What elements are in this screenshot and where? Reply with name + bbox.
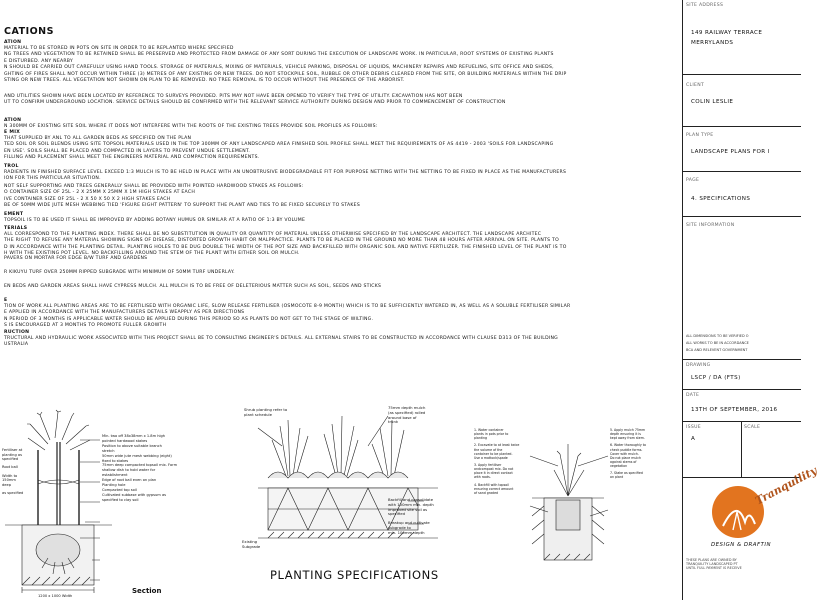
specification-text	[0, 22, 672, 400]
tree-note-line: fixed to stakes	[102, 458, 129, 463]
spec-line: MATERIAL TO BE STORED IN POTS ON SITE IN ORDER TO BE REPLANTED WHERE SPECIFIED	[4, 46, 234, 51]
date-cell	[683, 390, 801, 422]
container-note-line: Do not place mulch	[610, 455, 642, 460]
container-note-line: 2. Excavate to at least twice	[474, 443, 520, 448]
shrub-note-line: Existing	[242, 539, 258, 544]
plan-type-cell	[683, 127, 801, 172]
container-right-notes	[610, 428, 670, 479]
drawing-value: LSCP / DA (FTS)	[691, 375, 741, 381]
spec-section-heading: TERIALS	[4, 226, 28, 231]
tree-note-line: Edge of root ball even on plan	[102, 478, 157, 483]
spec-line: TOPSOIL IS TO BE USED IT SHALL BE IMPROVED BY ADDING BOTANY HUMUS OR SIMILAR AT A RATIO OF 1:3 BY VOLUME	[4, 218, 306, 223]
ownership-note	[686, 558, 800, 571]
site-address-line2: MERRYLANDS	[691, 40, 734, 46]
spec-line: N SHOULD BE CARRIED OUT CAREFULLY USING HAND TOOLS. STORAGE OF MATERIALS, MIXING OF MATERIALS, VEHICLE PARKING, DISPOSAL OF LIQUIDS, MACHINERY REPAIRS AND REFUELING, SITE OFFICE AND SHEDS,	[4, 65, 554, 71]
container-note-line: against stems of	[610, 459, 637, 464]
shrub-note-line: (as specified) rolled	[388, 409, 426, 415]
site-address-cell	[683, 0, 801, 75]
spec-line: STING OR NEW TREES. ALL VEGETATION NOT SHOWN ON PLAN TO BE REMOVED. NO TREE REMOVAL IS TO OCCUR WITHOUT THE PRESENCE OF THE ARBORIST.	[4, 78, 405, 84]
spec-line: EN BEDS AND GARDEN AREAS SHALL HAVE CYPRESS MULCH. ALL MULCH IS TO BE FREE OF DELETERIOUS MATTER SUCH AS SOIL, SEEDS AND STICKS	[4, 284, 382, 289]
spec-line: THAT SUPPLIED BY ANL TO ALL GARDEN BEDS AS SPECIFIED ON THE PLAN	[4, 136, 192, 141]
spec-line: ION FOR THIS PARTICULAR SITUATION.	[4, 176, 101, 182]
spec-line: E DISTURBED. ANY NEARBY	[4, 58, 74, 64]
shrub-note-line: specified	[388, 511, 406, 517]
shrub-subgrade-note	[242, 540, 282, 550]
spec-line: UT TO CONFIRM UNDERGROUND LOCATION. SERVICE DETAILS SHOULD BE CONFIRMED WITH THE RELEVANT SERVICE AUTHORITY DURING DESIGN AND PRIOR TO COMMENCEMENT OF CONSTRUCTION	[4, 100, 506, 106]
notes-line-2: ALL WORKS TO BE IN ACCORDANCE	[686, 341, 749, 345]
container-planting-detail	[468, 426, 672, 600]
container-note-line: the volume of the	[474, 447, 503, 452]
spec-line: PAVERS ON MORTAR FOR EDGE B/W TURF AND GARDENS	[4, 256, 148, 261]
spec-section-heading: RUCTION	[4, 330, 30, 335]
tree-note-line: Cultivated subbase with gypsum as	[102, 492, 167, 497]
plan-type-label: PLAN TYPE	[686, 133, 714, 138]
spec-line: E APPLIED IN ACCORDANCE WITH THE MANUFACTURERS DETAILS WEAPPLY AS PER DIRECTIONS	[4, 310, 245, 316]
spec-line: TED SOIL OR SOIL BLENDS USING SITE TOPSOIL MATERIALS USED IN THE TOP 300MM OF ANY LANDSCAPED AREA FINISHED SOIL PROFILE SHALL MEET THE REQUIREMENTS OF AS 4419 - 2003 'SOILS FOR LANDSCAPING	[4, 142, 554, 148]
spec-line: R KIKUYU TURF OVER 250MM RIPPED SUBGRADE WITH MINIMUM OF 50MM TURF UNDERLAY.	[4, 270, 235, 275]
spec-line: D IN ACCORDANCE WITH THE PLANTING DETAIL. PLANTING HOLES TO BE DUG DOUBLE THE WIDTH OF THE POT SIZE AND BACKFILLED WITH ORGANIC SOIL AND NATIVE FERTILIZER. THE FINISHED LEVEL OF THE PLANT IS TO	[4, 244, 567, 250]
notes-line-1: ALL DIMENSIONS TO BE VERIFIED O	[686, 334, 749, 338]
spec-section-heading: E	[4, 298, 8, 303]
tree-note-line: deep	[2, 482, 11, 487]
site-address-label: SITE ADDRESS	[686, 3, 724, 8]
container-note-line: place it in direct contact	[474, 471, 513, 476]
client-value: COLIN LESLIE	[691, 99, 734, 105]
shrub-right-notes	[388, 406, 458, 425]
tree-right-notes	[102, 434, 202, 503]
container-note-line: 6. Water thoroughly to	[610, 443, 646, 448]
shrub-note-line: Subgrade	[242, 543, 261, 549]
spec-line: N 300MM OF EXISTING SITE SOIL WHERE IT DOES NOT INTERFERE WITH THE ROOTS OF THE EXISTING TREES PROVIDE SOIL PROFILES AS FOLLOWS:	[4, 124, 378, 129]
tree-left-notes	[2, 448, 30, 496]
tree-note-line: establishment	[102, 473, 128, 478]
client-cell	[683, 75, 801, 127]
container-note-line: on plant	[610, 475, 624, 480]
tree-note-line: Root ball	[2, 465, 18, 470]
container-note-line: 7. Stake as specified	[610, 471, 643, 476]
tree-note-line: 75mm deep compacted topsoil mix. Form	[102, 463, 178, 468]
site-information-label: SITE INFORMATION	[686, 223, 735, 228]
issue-scale-cell	[683, 422, 801, 478]
spec-section	[4, 226, 672, 258]
drawing-cell	[683, 360, 801, 390]
container-note-line: 1. Water container	[474, 428, 504, 432]
spec-line: TRUCTURAL AND HYDRAULIC WORK ASSOCIATED WITH THIS PROJECT SHALL BE TO CONSULTING ENGINEER'S DETAILS. ALL EXTERNAL STAIRS TO BE CONSTRUCTED IN ACCORDANCE WITH CLAUSE D313 OF THE BUILDING	[4, 336, 558, 341]
container-note-line: 5. Apply mulch 75mm	[610, 428, 646, 432]
ownership-note-line: TRANQUILITY LANDSCAPED PT	[686, 562, 738, 567]
spec-line: USTRALIA	[4, 342, 29, 348]
issue-value: A	[691, 436, 696, 442]
spec-section	[4, 118, 672, 130]
tree-note-line: Position to above suitable branch	[102, 443, 162, 448]
spec-line: NG TREES AND VEGETATION TO BE RETAINED SHALL BE PRESERVED AND PROTECTED FROM DAMAGE OF ANY SORT DURING THE EXECUTION OF LANDSCAPE WORK. IN PARTICULAR, ROOT SYSTEMS OF EXISTING PLANTS	[4, 52, 554, 58]
shrub-note-line: 75mm depth mulch	[388, 405, 426, 410]
tree-note-line: as specified	[2, 490, 24, 495]
container-note-line: 4. Backfill with topsoil	[474, 482, 509, 487]
spec-section	[4, 94, 672, 107]
spec-line: S IS ENCOURAGED AT 3 MONTHS TO PROMOTE FULLER GROWTH	[4, 323, 167, 329]
date-value: 13TH OF SEPTEMBER, 2016	[691, 407, 778, 413]
spec-section	[4, 212, 672, 224]
tree-note-line: Width to	[2, 473, 18, 478]
spec-section	[4, 130, 672, 162]
plan-type-value: LANDSCAPE PLANS FOR I	[691, 149, 770, 155]
spec-section	[4, 164, 672, 183]
container-left-notes	[474, 428, 532, 495]
tree-dimension-label: 1200 x 1000 Width	[38, 594, 73, 598]
container-note-line: check puddle forms.	[610, 447, 643, 452]
issue-label: ISSUE	[686, 425, 701, 430]
tree-note-line: specified to clay soil	[102, 497, 139, 502]
site-address-line1: 149 RAILWAY TERRACE	[691, 30, 763, 36]
site-information-cell	[683, 217, 801, 360]
spec-line: BE OF 50MM WIDE JUTE MESH WEBBING TIED 'FIGURE EIGHT PATTERN' TO SUPPORT THE PLANT AND TIES TO BE FIXED SECURELY TO STAKES	[4, 203, 361, 209]
spec-section-heading: TROL	[4, 164, 19, 169]
container-note-line: plants in pots prior to	[474, 432, 509, 437]
spec-section	[4, 330, 672, 349]
container-note-line: with roots.	[474, 475, 491, 480]
ownership-note-line: UNTIL FULL PAYMENT IS RECEIVE	[686, 566, 742, 571]
tree-note-line: Planting hole	[102, 483, 126, 488]
spec-section	[4, 270, 672, 276]
page-value: 4. SPECIFICATIONS	[691, 196, 751, 202]
spec-line: GHTING OF FIRES SHALL NOT OCCUR WITHIN THREE (3) METRES OF ANY EXISTING OR NEW TREES. DO NOT STOCKPILE SOIL, RUBBLE OR OTHER DEBRIS CLEARED FROM THE SITE, OR BUILDING MATERIALS WITHIN THE DRIP	[4, 71, 567, 77]
tree-note-line: planting as	[2, 452, 22, 457]
container-note-line: Use a mattock/spade	[474, 455, 508, 460]
spec-section	[4, 298, 672, 330]
spec-line: RADIENTS IN FINISHED SURFACE LEVEL EXCEED 1:3 MULCH IS TO BE HELD IN PLACE WITH AN UNOBTRUSIVE BIODEGRADABLE FIT FOR PURPOSE NETTING WITH THE NETTING TO BE FIXED IN PLACE AS THE MANUFACTURERS	[4, 170, 567, 175]
notes-line-3: BCA AND RELEVENT GOVERNMENT	[686, 348, 748, 352]
tree-note-line: 150mm	[2, 478, 16, 483]
shrub-note-line: Breakup and cultivate	[388, 519, 430, 525]
shrub-note-line: Backfill and consolidate	[388, 497, 434, 502]
spec-line: H WITH THE EXISTING POT LEVEL. NO BACKFILLING AROUND THE STEM OF THE PLANT WITH EITHER SOIL OR MULCH.	[4, 251, 300, 257]
tree-note-line: specified	[2, 457, 19, 462]
specifications-heading: CATIONS	[4, 26, 54, 37]
ownership-note-line: THESE PLANS ARE OWNED BY	[686, 558, 737, 562]
date-label: DATE	[686, 393, 700, 398]
container-note-line: 3. Apply fertiliser	[474, 463, 502, 468]
spec-section-heading: ATION	[4, 40, 22, 45]
shrub-note-line: with 100mm min. depth	[388, 501, 434, 507]
spec-line: EN USE'. SOILS SHALL BE PLACED AND COMPACTED IN LAYERS TO PREVENT UNDUE SETTLEMENT.	[4, 148, 251, 154]
title-block	[682, 0, 819, 600]
spec-section-heading: ATION	[4, 118, 22, 123]
scale-label: SCALE	[744, 425, 761, 430]
planting-details	[0, 400, 672, 600]
shrub-lower-notes	[388, 498, 458, 535]
issue-scale-divider	[741, 422, 742, 477]
tree-note-line: Fertiliser at	[2, 448, 23, 452]
container-note-line: kept away from stem.	[610, 436, 645, 441]
shrub-note-line: subgrade to	[388, 524, 411, 530]
tree-note-line: 50mm wide jute mesh webbing (eight)	[102, 453, 172, 458]
tree-planting-detail	[0, 410, 230, 600]
spec-section	[4, 284, 672, 290]
spec-section	[4, 184, 672, 210]
company-logo	[683, 464, 819, 600]
spec-line: IVE CONTAINER SIZE OF 25L - 2 X 50 X 50 X 2 HIGH STAKES EACH	[4, 196, 171, 202]
spec-line: FILLING AND PLACEMENT SHALL MEET THE ENGINEERS MATERIAL AND COMPACTION REQUIREMENTS.	[4, 155, 260, 161]
shrub-note-line: min. 100mm depth	[388, 529, 425, 535]
spec-line: NOT SELF SUPPORTING AND TREES GENERALLY SHALL BE PROVIDED WITH POINTED HARDWOOD STAKES AS FOLLOWS:	[4, 184, 304, 189]
logo-brand: Tranquility	[753, 464, 819, 508]
spec-line: O CONTAINER SIZE OF 25L - 2 X 25MM X 25MM X 1M HIGH STAKES AT EACH	[4, 190, 196, 196]
spec-line: ALL CORRESPOND TO THE PLANTING INDEX. THERE SHALL BE NO SUBSTITUTION IN QUALITY OR QUANTITY OF MATERIAL UNLESS OTHERWISE SPECIFIED BY THE LANDSCAPE ARCHITECT. THE LANDSCAPE ARCHITEC	[4, 232, 542, 237]
spec-section-heading: EMENT	[4, 212, 24, 217]
container-note-line: depth ensuring it is	[610, 432, 641, 437]
spec-section	[4, 40, 672, 84]
shrub-note-line: around base of	[388, 414, 417, 420]
drawing-label: DRAWING	[686, 363, 711, 368]
page-label: PAGE	[686, 178, 700, 183]
logo-tagline: DESIGN & DRAFTIN	[711, 542, 772, 548]
container-note-line: planting	[474, 436, 488, 441]
shrub-left-note	[244, 408, 314, 418]
tree-note-line: stretch	[102, 448, 115, 453]
sheet-title: PLANTING SPECIFICATIONS	[270, 568, 439, 582]
tree-note-line: Compacted top soil	[102, 487, 137, 492]
spec-line: N PERIOD OF 3 MONTHS IS APPLICABLE WATER SHOULD BE APPLIED DURING THIS PERIOD SO AS PLANTS DO NOT GET TO THE STAGE OF WILTING.	[4, 316, 374, 322]
container-note-line: container to be planted.	[474, 451, 513, 456]
container-note-line: andcompost mix. Do not	[474, 467, 514, 472]
spec-line: AND UTILITIES SHOWN HAVE BEEN LOCATED BY REFERENCE TO SURVEYS PROVIDED. PITS MAY NOT HAVE BEEN OPENED TO VERIFY THE TYPE OF UTILITY. EXCAVATION HAS NOT BEEN	[4, 94, 463, 99]
section-label: Section	[132, 587, 162, 595]
shrub-note-line: improved site soil as	[388, 506, 428, 512]
spec-section-heading: E MIX	[4, 130, 21, 135]
shrub-note-line: Shrub planting refer to	[244, 407, 288, 412]
tree-note-line: Min. two off 38x38mm x 1.8m high	[102, 434, 166, 438]
tree-note-line: pointed hardwood stakes	[102, 438, 148, 443]
shrub-note-line: plant schedule	[244, 411, 272, 417]
shrub-planting-detail	[238, 406, 458, 566]
client-label: CLIENT	[686, 83, 705, 88]
container-note-line: of sand graded	[474, 490, 499, 495]
container-note-line: vegetation	[610, 463, 628, 468]
spec-section	[4, 256, 672, 262]
container-note-line: Cover with mulch.	[610, 451, 639, 456]
tree-note-line: shallow dish to hold water for	[102, 468, 156, 473]
spec-line: TION OF WORK ALL PLANTING AREAS ARE TO BE FERTILISED WITH ORGANIC LIFE, SLOW RELEASE FERTILISER (OSMOCOTE 8-9 MONTH) WHICH IS TO BE SUFFICIENTLY WATERED IN, AS WELL AS A SOLUBLE FERTILISER SIMILAR	[4, 304, 571, 309]
page-cell	[683, 172, 801, 217]
spec-line: THE RIGHT TO REFUSE ANY MATERIAL SHOWING SIGNS OF DISEASE, DISTORTED GROWTH HABIT OR MALPRACTICE. PLANTS TO BE PLACED IN THE GROUND NO MORE THAN 48 HOURS AFTER ARRIVAL ON SITE. PLANTS TO	[4, 238, 559, 244]
shrub-note-line: trunk	[388, 419, 399, 425]
container-note-line: ensuring correct amount	[474, 486, 514, 491]
